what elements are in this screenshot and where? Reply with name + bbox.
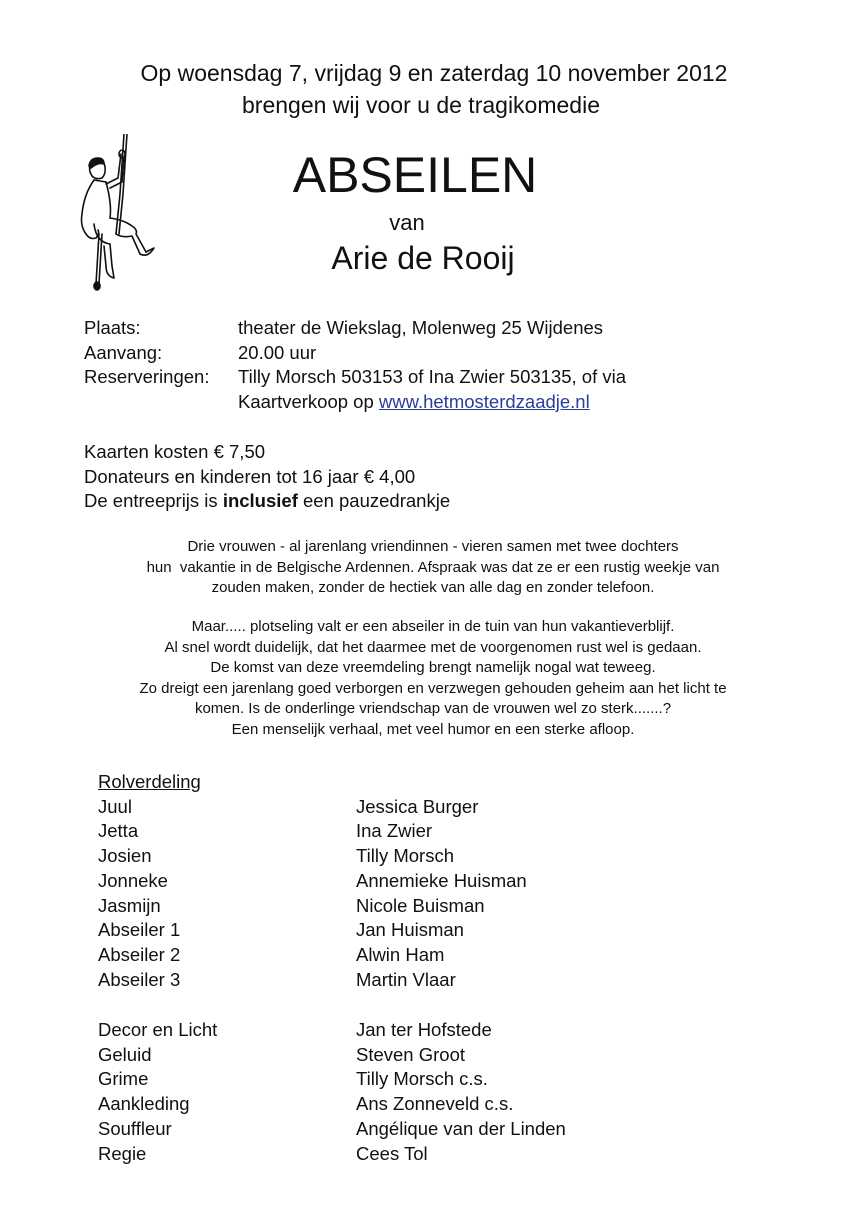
crew-role: Souffleur xyxy=(98,1117,172,1139)
cast-role: Abseiler 2 xyxy=(98,943,181,965)
cast-row xyxy=(98,943,527,968)
cast-role: Abseiler 3 xyxy=(98,968,181,990)
crew-row xyxy=(98,1067,566,1092)
cast-role: Abseiler 1 xyxy=(98,919,181,941)
crew-row xyxy=(98,1142,566,1167)
cast-row xyxy=(98,819,527,844)
info-row-start xyxy=(84,341,626,366)
synopsis-line: Maar..... plotseling valt er een abseiler in de tuin van hun vakantieverblijf. xyxy=(191,618,675,635)
synopsis-paragraph-2 xyxy=(40,617,826,741)
sales-line xyxy=(238,390,590,415)
crew-role: Geluid xyxy=(98,1043,152,1065)
cast-row xyxy=(98,894,527,919)
info-row-place xyxy=(84,316,626,341)
event-info xyxy=(84,316,626,414)
synopsis-line: komen. Is de onderlinge vriendschap van de vrouwen wel zo sterk.......? xyxy=(194,700,672,718)
cast-actor: Ina Zwier xyxy=(356,820,433,842)
crew-member: Jan ter Hofstede xyxy=(356,1019,492,1040)
crew-row xyxy=(98,1018,566,1043)
crew-row xyxy=(98,1092,566,1117)
crew-row xyxy=(98,1043,566,1068)
by-label: van xyxy=(389,210,425,235)
abseiler-drawing-icon xyxy=(76,134,166,300)
cast-actor: Nicole Buisman xyxy=(356,894,485,916)
crew-role: Decor en Licht xyxy=(98,1019,218,1040)
synopsis-line: Drie vrouwen - al jarenlang vriendinnen - vieren samen met twee dochters xyxy=(187,538,679,555)
cast-role: Jasmijn xyxy=(98,894,161,916)
synopsis-line: zouden maken, zonder de hectiek van alle dag en zonder telefoon. xyxy=(211,579,655,597)
cast-row xyxy=(98,869,527,894)
reservations-value: Tilly Morsch 503153 of Ina Zwier 503135, of via xyxy=(238,366,627,387)
place-label: Plaats: xyxy=(84,317,141,338)
synopsis-line: De komst van deze vreemdeling brengt namelijk nogal wat teweeg. xyxy=(210,659,656,677)
author-name: Arie de Rooij xyxy=(331,240,515,276)
cast-list xyxy=(98,770,527,992)
cast-actor: Alwin Ham xyxy=(356,943,445,965)
synopsis-paragraph-1 xyxy=(40,537,826,599)
start-value: 20.00 uur xyxy=(238,341,317,363)
cast-row xyxy=(98,918,527,943)
price-note-bold: inclusief xyxy=(222,490,298,511)
crew-role: Regie xyxy=(98,1142,147,1164)
cast-actor: Martin Vlaar xyxy=(356,968,456,990)
crew-role: Grime xyxy=(98,1068,149,1090)
crew-member: Steven Groot xyxy=(356,1043,466,1065)
sales-prefix: Kaartverkoop op xyxy=(238,390,379,412)
place-value: theater de Wiekslag, Molenweg 25 Wijdenes xyxy=(238,317,604,338)
reservations-label: Reserveringen: xyxy=(84,366,210,387)
synopsis-line: Een menselijk verhaal, met veel humor en een sterke afloop. xyxy=(231,720,635,738)
info-row-reservations xyxy=(84,365,626,390)
info-row-sales xyxy=(84,390,626,415)
start-label: Aanvang: xyxy=(84,341,163,363)
crew-member: Angélique van der Linden xyxy=(356,1117,566,1139)
price-note-after: een pauzedrankje xyxy=(297,490,451,511)
header-dates: Op woensdag 7, vrijdag 9 en zaterdag 10 november 2012 xyxy=(140,60,728,86)
crew-member: Tilly Morsch c.s. xyxy=(356,1068,488,1090)
cast-row xyxy=(98,844,527,869)
price-note-before: De entreeprijs is xyxy=(84,490,223,511)
spacer xyxy=(84,390,238,415)
cast-actor: Jessica Burger xyxy=(356,795,479,817)
crew-role: Aankleding xyxy=(98,1093,190,1115)
cast-row xyxy=(98,968,527,993)
crew-member: Cees Tol xyxy=(356,1142,428,1164)
crew-member: Ans Zonneveld c.s. xyxy=(356,1093,514,1115)
cast-role: Jetta xyxy=(98,820,139,842)
prices xyxy=(84,440,450,514)
synopsis-line: Al snel wordt duidelijk, dat het daarmee met de voorgenomen rust wel is gedaan. xyxy=(164,638,702,656)
price-regular: Kaarten kosten € 7,50 xyxy=(84,441,266,462)
cast-actor: Tilly Morsch xyxy=(356,845,454,867)
synopsis-line: Zo dreigt een jarenlang goed verborgen en verzwegen gehouden geheim aan het licht te xyxy=(139,679,727,697)
cast-role: Juul xyxy=(98,795,132,817)
price-note xyxy=(84,489,450,514)
cast-role: Josien xyxy=(98,845,152,867)
price-reduced: Donateurs en kinderen tot 16 jaar € 4,00 xyxy=(84,465,416,487)
cast-actor: Jan Huisman xyxy=(356,919,464,941)
play-title: ABSEILEN xyxy=(292,147,538,203)
header-subtitle: brengen wij voor u de tragikomedie xyxy=(242,92,600,118)
crew-row xyxy=(98,1117,566,1142)
cast-heading: Rolverdeling xyxy=(98,771,201,792)
crew-list xyxy=(98,1018,566,1166)
website-link[interactable]: www.hetmosterdzaadje.nl xyxy=(378,390,590,412)
cast-row xyxy=(98,795,527,820)
cast-role: Jonneke xyxy=(98,869,168,891)
cast-actor: Annemieke Huisman xyxy=(356,869,527,891)
synopsis-line: hun vakantie in de Belgische Ardennen. Afspraak was dat ze er een rustig weekje van xyxy=(146,558,720,576)
